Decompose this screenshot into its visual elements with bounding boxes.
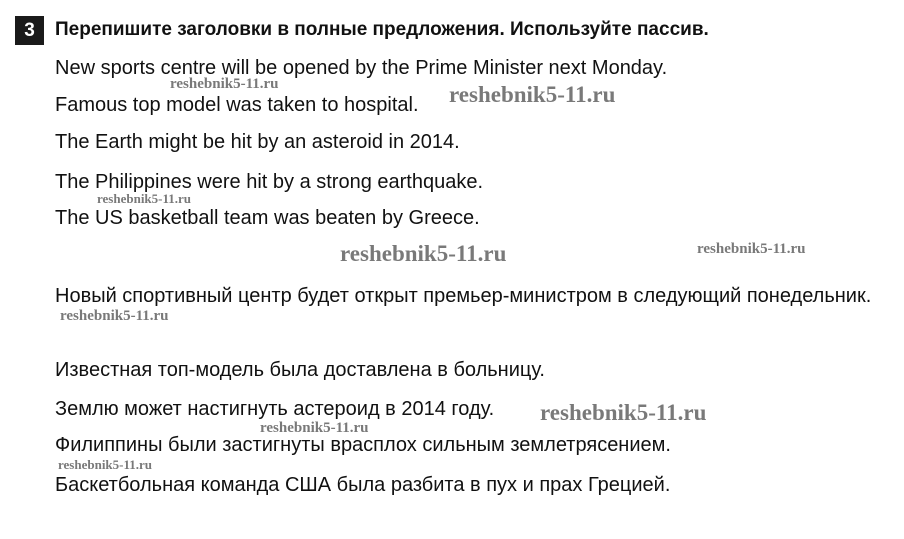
watermark: reshebnik5-11.ru (260, 420, 369, 436)
watermark: reshebnik5-11.ru (540, 400, 707, 425)
russian-sentence-1: Новый спортивный центр будет открыт премьер-министром в следующий понедельник. (55, 285, 872, 307)
russian-sentence-2: Известная топ-модель была доставлена в больницу. (55, 359, 545, 381)
exercise-title: Перепишите заголовки в полные предложения. Используйте пассив. (55, 19, 709, 40)
watermark: reshebnik5-11.ru (697, 241, 806, 257)
russian-sentence-5: Баскетбольная команда США была разбита в пух и прах Грецией. (55, 474, 671, 496)
english-sentence-1: New sports centre will be opened by the Prime Minister next Monday. (55, 57, 668, 79)
english-sentence-2: Famous top model was taken to hospital. (55, 94, 419, 116)
watermark: reshebnik5-11.ru (58, 457, 153, 472)
english-sentence-4: The Philippines were hit by a strong earthquake. (55, 171, 484, 193)
russian-sentence-3: Землю может настигнуть астероид в 2014 году. (55, 398, 495, 420)
english-sentence-3: The Earth might be hit by an asteroid in 2014. (55, 131, 460, 153)
watermark: reshebnik5-11.ru (170, 76, 279, 92)
watermark: reshebnik5-11.ru (449, 82, 616, 107)
watermark: reshebnik5-11.ru (60, 308, 169, 324)
watermark: reshebnik5-11.ru (340, 241, 507, 266)
watermark: reshebnik5-11.ru (97, 191, 192, 206)
russian-sentence-4: Филиппины были застигнуты врасплох сильным землетрясением. (55, 434, 671, 456)
english-sentence-5: The US basketball team was beaten by Greece. (55, 207, 480, 229)
exercise-number-badge: 3 (15, 16, 44, 45)
